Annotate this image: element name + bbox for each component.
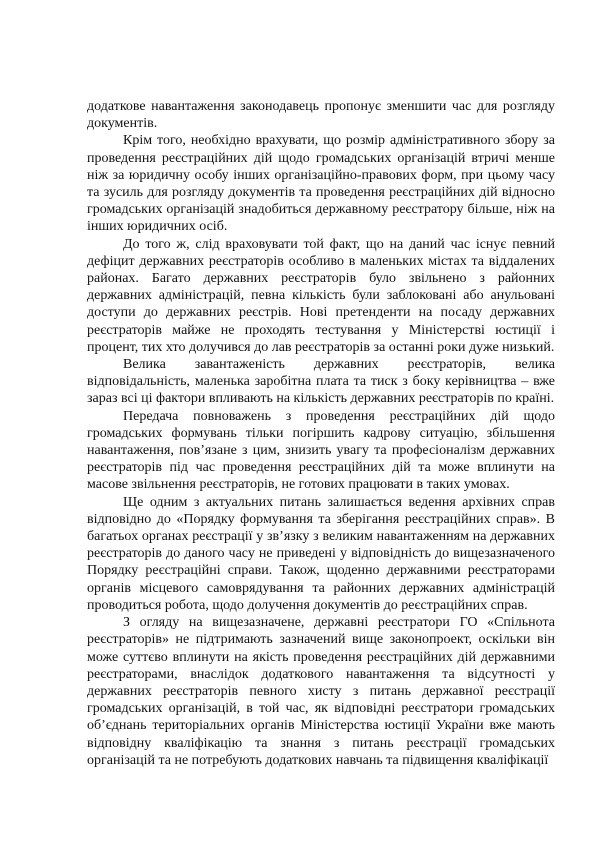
paragraph-continuation: додаткове навантаження законодавець пропонує зменшити час для розгляду документів. <box>87 99 555 132</box>
paragraph-archive-records: Ще одним з актуальних питань залишається ведення архівних справ відповідно до «Порядку формування та зберігання реєстраційних справ». В багатьох органах реєстрації у зв’язку з великим навантаженням на державних реєстраторів до даного часу не приведені у відповідність до вищезазначеного Порядку реєстраційні справи. Також, щоденно державними реєстраторами органів місцевого самоврядування та районних державних адміністрацій проводиться робота, щодо долучення документів до реєстраційних справ. <box>87 494 555 613</box>
paragraph-transfer-of-powers: Передача повноважень з проведення реєстраційних дій щодо громадських формувань тільки погіршить кадрову ситуацію, збільшення навантаження, пов’язане з цим, знизить увагу та професіоналізм державних реєстраторів під час проведення реєстраційних дій та може вплинути на масове звільнення реєстраторів, не готових працювати в таких умовах. <box>87 408 555 493</box>
paragraph-conclusion: З огляду на вищезазначене, державні реєстратори ГО «Спільнота реєстраторів» не підтримають зазначений вище законопроект, оскільки він може суттєво вплинути на якість проведення реєстраційних дій державними реєстраторами, внаслідок додаткового навантаження та відсутності у державних реєстраторів певного хисту з питань державної реєстрації громадських організацій, в той час, як відповідні реєстратори громадських об’єднань територіальних органів Міністерства юстиції України вже мають відповідну кваліфікацію та знання з питань реєстрації громадських організацій та не потребують додаткових навчань та підвищення кваліфікації <box>87 615 555 768</box>
paragraph-registrar-deficit: До того ж, слід враховувати той факт, що на даний час існує певний дефіцит державних реєстраторів особливо в маленьких містах та віддалених районах. Багато державних реєстраторів було звільнено з районних державних адміністрацій, певна кількість були заблоковані або анульовані доступи до державних реєстрів. Нові претенденти на посаду державних реєстраторів майже не проходять тестування у Міністерстві юстиції і процент, тих хто долучився до лав реєстраторів за останні роки дуже низький. <box>87 236 555 355</box>
document-body <box>87 98 555 769</box>
paragraph-workload-factors: Велика завантаженість державних реєстраторів, велика відповідальність, маленька заробітна плата та тиск з боку керівництва – вже зараз всі ці фактори впливають на кількість державних реєстраторів по країні. <box>87 357 555 407</box>
paragraph-admin-fee: Крім того, необхідно врахувати, що розмір адміністративного збору за проведення реєстраційних дій щодо громадських організацій втричі менше ніж за юридичну особу інших організаційно-правових форм, при цьому часу та зусиль для розгляду документів та проведення реєстраційних дій відносно громадських організацій знадобиться державному реєстратору більше, ніж на інших юридичних осіб. <box>87 133 555 235</box>
